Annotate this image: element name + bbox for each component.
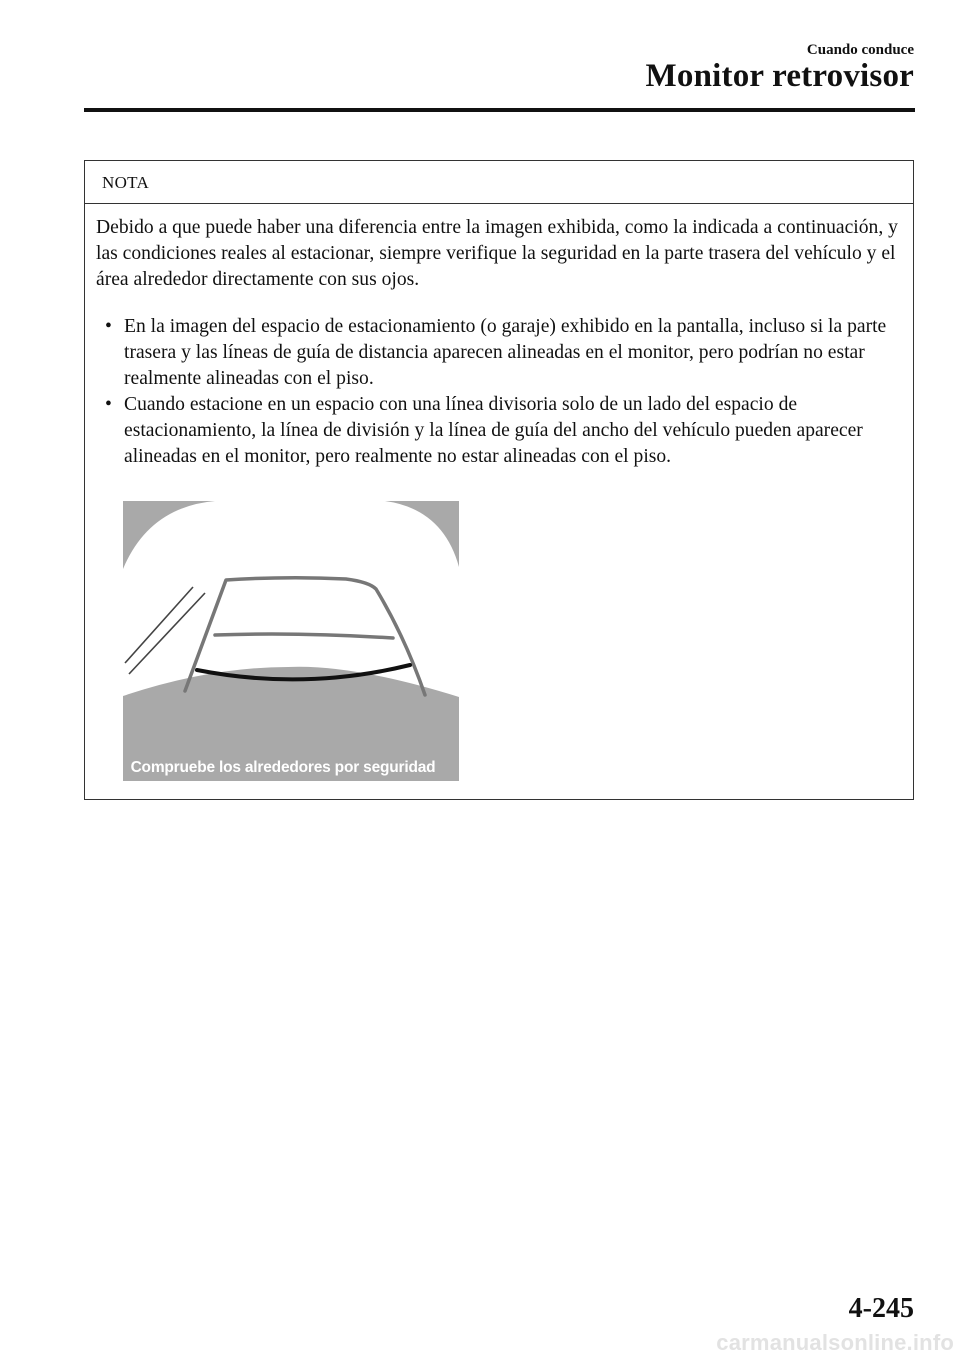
note-bullet-text: Cuando estacione en un espacio con una línea divisoria solo de un lado del espacio de estacionamiento, la línea de división y la línea de guía del ancho del vehículo pueden aparecer alineadas en el monitor, pero realmente no estar alineadas con el piso. (124, 394, 863, 467)
page-title: Monitor retrovisor (645, 58, 914, 94)
note-bullet-list (96, 314, 911, 470)
note-box (84, 160, 914, 800)
note-bullet-text: En la imagen del espacio de estacionamiento (o garaje) exhibido en la pantalla, incluso si la parte trasera y las líneas de guía de distancia aparecen alineadas en el monitor, pero podrían no estar realmente alineadas con el piso. (124, 316, 887, 389)
section-label: Cuando conduce (806, 42, 914, 58)
note-bullet-item (96, 392, 911, 470)
page-number: 4-245 (848, 1293, 914, 1324)
bullet-marker: • (105, 316, 112, 337)
monitor-illustration (123, 501, 460, 781)
header-rule (84, 108, 915, 112)
monitor-caption: Compruebe los alrededores por seguridad (130, 759, 436, 776)
note-heading: NOTA (102, 173, 150, 192)
rear-view-monitor-figure (123, 501, 460, 781)
bullet-marker: • (105, 394, 112, 415)
note-intro: Debido a que puede haber una diferencia entre la imagen exhibida, como la indicada a continuación, y las condiciones reales al estacionar, siempre verifique la seguridad en la parte trasera del vehículo y el área alrededor directamente con sus ojos. (96, 217, 898, 290)
note-divider (85, 203, 913, 204)
note-bullet-item (96, 314, 911, 392)
watermark: carmanualsonline.info (716, 1330, 954, 1355)
